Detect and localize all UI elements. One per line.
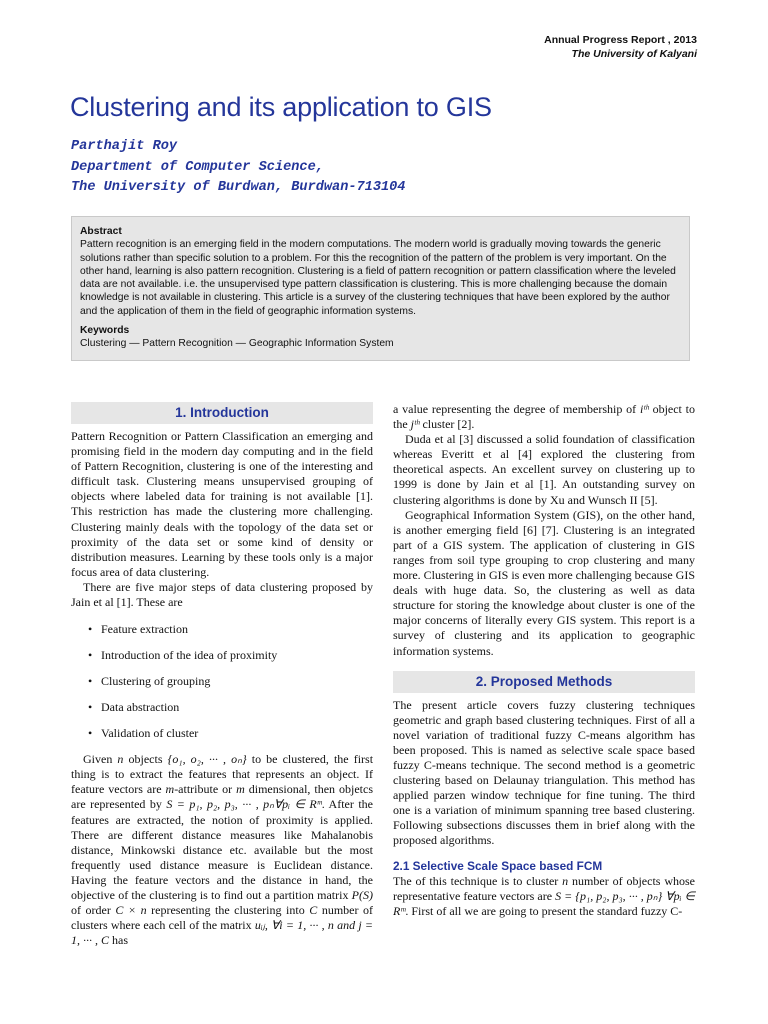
left-column <box>71 402 373 948</box>
author-university: The University of Burdwan, Burdwan-713104 <box>71 180 406 195</box>
section-heading-proposed-methods: 2. Proposed Methods <box>393 671 695 693</box>
intro-paragraph-gis: Geographical Information System (GIS), on the other hand, is another emerging field [6] [7]. Clustering is an integrated part of a GIS system. The application of clustering in GIS ranges from soil type grouping to crop clustering and many more. Clustering in GIS is even more challenging because GIS deals with huge data. So, the clustering as well as data structure for storing the knowledge about cluster is one of the major concerns of literally every GIS system. This report is a survey of clustering and its application to geographic information systems. <box>393 507 695 658</box>
right-column <box>393 402 695 919</box>
paper-title: Clustering and its application to GIS <box>70 92 492 122</box>
bullet-icon: • <box>88 648 93 663</box>
intro-continuation: a value representing the degree of membership of iᵗʰ object to the jᵗʰ cluster [2]. <box>393 402 696 432</box>
subsection-heading-ssfcm: 2.1 Selective Scale Space based FCM <box>393 858 603 873</box>
methods-paragraph: The present article covers fuzzy clustering techniques geometric and graph based clustering techniques. First of all a novel variation of traditional fuzzy C-means algorithm has been proposed. This is named as selective scale space based fuzzy C-means technique. The second method is a geometric clustering based on Delaunay triangulation. This method has applied parzen window technique for fine tuning. The third one is a variation of minimum spanning tree based clustering. Following subsections discusses them in brief along with the proposed algorithms. <box>393 697 695 848</box>
list-item: • Feature extraction <box>88 622 188 637</box>
report-name: Annual Progress Report , 2013 <box>544 34 697 46</box>
section-heading-introduction: 1. Introduction <box>71 402 373 424</box>
abstract-box <box>71 216 690 361</box>
university-name: The University of Kalyani <box>571 48 697 60</box>
bullet-icon: • <box>88 700 93 715</box>
intro-paragraph-1: Pattern Recognition or Pattern Classification an emerging and promising field in the modern day computing and in the field of Pattern Recognition, clustering is one of the interesting and difficult task. Clustering means unsupervised grouping of objects where labeled data for training is not available [1]. This restriction has made the clustering more challenging. Clustering mainly deals with the topology of the data set or proximity of the data set or some kind of density or distribution measures. Learning by these tools only is a major focus area of data clustering. <box>71 429 373 579</box>
author-block <box>71 137 405 199</box>
abstract-heading: Abstract <box>80 226 122 237</box>
steps-list <box>71 622 373 741</box>
intro-paragraph-duda: Duda et al [3] discussed a solid foundation of classification whereas Everitt et al [4] explored the clustering from theoretical aspects. An excellent survey on clustering up to 1999 is done by Jain et al [1]. An outstanding survey on clustering algorithms is done by Xu and Wunsch II [5]. <box>393 432 695 507</box>
list-item: • Data abstraction <box>88 700 180 715</box>
intro-paragraph-3: Given n objects {o₁, o₂, ··· , oₙ} to be clustered, the first thing is to extract the features that represents an object. If feature vectors are m-attribute or m dimensional, then objetcs are represented by S = p₁, p₂, p₃, ··· , pₙ∀pᵢ ∈ Rᵐ. After the features are extracted, the notion of proximity is applied. There are different distance measures like Mahalanobis distance, Minkowski distance etc. available but the most frequently used distance measure is Euclidean distance. Having the feature vectors and the distance in hand, the objective of the clustering is to find out a partition matrix P(S) of order C × n representing the clustering into C number of clusters where each cell of the matrix uᵢⱼ, ∀i = 1, ··· , n and j = 1, ··· , C has <box>71 752 374 948</box>
abstract-text: Pattern recognition is an emerging field in the modern computations. The modern world is gradually moving towards the generic solutions rather than specific solution to a problem. For this the recognition of the pattern of the problem is very important. On the other hand, learning is also pattern recognition. Clustering is a field of pattern recognition or pattern classification where the leveled data are not available. i.e. the unsupervised type pattern classification is clustering. This is more challenging because the domain knowledge is not available in clustering. This article is a survey of the clustering techniques that have been explored by the author and the application of them in the field of geographic information systems. <box>80 239 676 317</box>
bullet-icon: • <box>88 674 93 689</box>
intro-paragraph-2: There are five major steps of data clustering proposed by Jain et al [1]. These are <box>71 579 373 610</box>
running-header <box>544 33 697 61</box>
bullet-icon: • <box>88 726 93 741</box>
bullet-icon: • <box>88 622 93 637</box>
author-name: Parthajit Roy <box>71 139 178 154</box>
author-department: Department of Computer Science, <box>71 159 324 175</box>
subsection-paragraph: The of this technique is to cluster n number of objects whose representative feature vectors are S = {p₁, p₂, p₃, ··· , pₙ} ∀pᵢ ∈ Rᵐ. First of all we are going to present the standard fuzzy C- <box>393 873 696 918</box>
list-item: • Clustering of grouping <box>88 674 211 689</box>
keywords-heading: Keywords <box>80 325 130 337</box>
list-item: • Introduction of the idea of proximity <box>88 648 278 663</box>
keywords-text: Clustering — Pattern Recognition — Geographic Information System <box>80 338 394 350</box>
list-item: • Validation of cluster <box>88 726 199 741</box>
